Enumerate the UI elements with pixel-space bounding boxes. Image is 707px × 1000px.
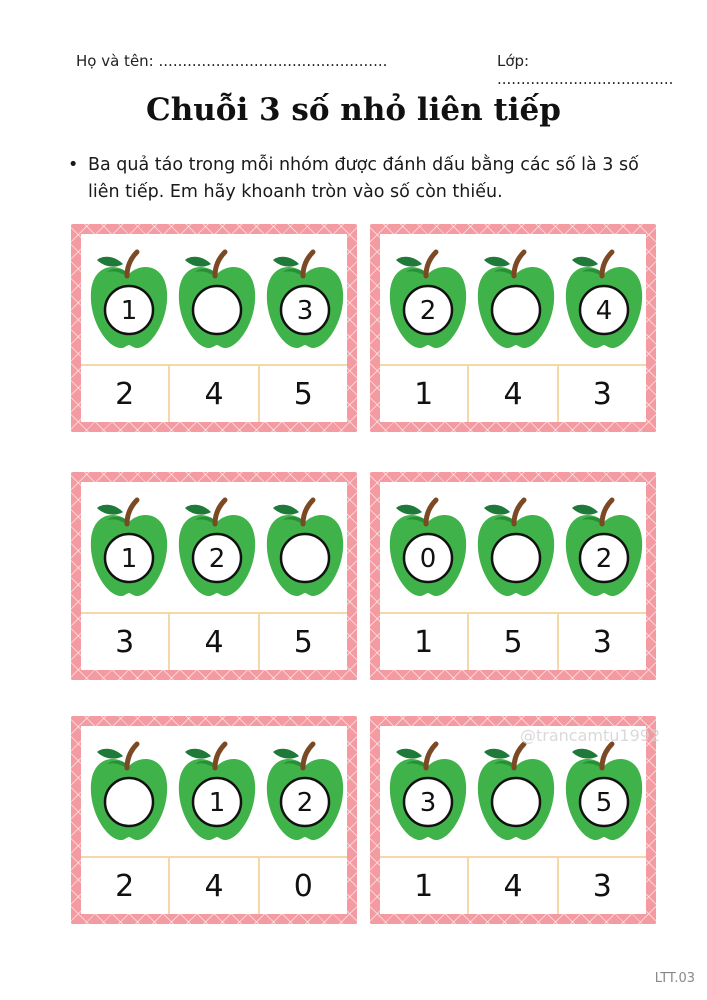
name-label: Họ và tên: — [76, 52, 154, 70]
answer-option[interactable]: 4 — [469, 858, 558, 914]
apple-row — [81, 482, 347, 616]
apple-icon — [87, 248, 171, 354]
exercise-card — [71, 472, 357, 680]
apple-icon — [175, 248, 259, 354]
apple-row — [380, 482, 646, 616]
instructions-text: Ba quả táo trong mỗi nhóm được đánh dấu bằng các số là 3 số liên tiếp. Em hãy khoanh tròn vào số còn thiếu. — [88, 155, 639, 202]
exercise-card — [71, 224, 357, 432]
answer-option[interactable]: 3 — [592, 868, 612, 904]
apple-icon — [474, 248, 558, 354]
name-blank[interactable]: ................................................ — [158, 52, 388, 70]
answer-option[interactable]: 3 — [81, 614, 170, 670]
answer-row — [380, 364, 646, 422]
answer-option[interactable]: 3 — [592, 624, 612, 660]
exercise-card — [370, 716, 656, 924]
apple-icon — [263, 740, 347, 846]
answer-option[interactable]: 4 — [469, 366, 558, 422]
class-label: Lớp: — [497, 52, 530, 70]
apple-number: 2 — [296, 788, 314, 818]
answer-option[interactable]: 4 — [170, 858, 259, 914]
apple-number: 1 — [120, 544, 138, 574]
card-inner — [81, 234, 347, 422]
answer-row — [81, 364, 347, 422]
exercise-card — [370, 472, 656, 680]
apple-icon — [474, 496, 558, 602]
worksheet-title: Chuỗi 3 số nhỏ liên tiếp — [146, 92, 561, 128]
page-code: LTT.03 — [654, 971, 695, 986]
answer-option[interactable]: 1 — [380, 366, 469, 422]
card-inner — [380, 234, 646, 422]
apple-number: 2 — [419, 296, 437, 326]
answer-option[interactable]: 1 — [380, 614, 469, 670]
apple-icon — [562, 248, 646, 354]
class-blank[interactable]: ..................................... — [497, 70, 674, 88]
bullet-icon: • — [68, 155, 79, 175]
class-field — [497, 52, 707, 88]
answer-option[interactable]: 2 — [81, 858, 170, 914]
apple-icon — [263, 248, 347, 354]
apple-number: 2 — [595, 544, 613, 574]
apple-icon — [386, 740, 470, 846]
apple-icon — [87, 740, 171, 846]
card-inner — [380, 482, 646, 670]
apple-icon — [386, 248, 470, 354]
apple-icon — [87, 496, 171, 602]
apple-number: 1 — [120, 296, 138, 326]
answer-option[interactable]: 5 — [293, 624, 313, 660]
apple-number: 4 — [595, 296, 613, 326]
apple-row — [81, 726, 347, 860]
apple-icon — [474, 740, 558, 846]
apple-number: 5 — [595, 788, 613, 818]
apple-icon — [263, 496, 347, 602]
exercise-card — [71, 716, 357, 924]
apple-icon — [175, 496, 259, 602]
answer-option[interactable]: 3 — [592, 376, 612, 412]
exercise-card — [370, 224, 656, 432]
answer-row — [81, 856, 347, 914]
apple-number: 2 — [208, 544, 226, 574]
answer-option[interactable]: 0 — [293, 868, 313, 904]
answer-option[interactable]: 5 — [469, 614, 558, 670]
card-inner — [81, 482, 347, 670]
name-field — [76, 52, 387, 70]
answer-option[interactable]: 4 — [170, 614, 259, 670]
apple-number: 1 — [208, 788, 226, 818]
apple-number: 3 — [419, 788, 437, 818]
apple-row — [81, 234, 347, 368]
answer-row — [380, 612, 646, 670]
answer-option[interactable]: 5 — [293, 376, 313, 412]
answer-option[interactable]: 4 — [170, 366, 259, 422]
apple-row — [380, 234, 646, 368]
card-inner — [380, 726, 646, 914]
apple-number: 3 — [296, 296, 314, 326]
apple-row — [380, 726, 646, 860]
apple-number: 0 — [419, 544, 437, 574]
apple-icon — [562, 496, 646, 602]
apple-icon — [386, 496, 470, 602]
instructions — [68, 152, 668, 206]
apple-icon — [175, 740, 259, 846]
answer-option[interactable]: 2 — [81, 366, 170, 422]
apple-icon — [562, 740, 646, 846]
answer-row — [380, 856, 646, 914]
watermark: @trancamtu1992 — [520, 726, 661, 745]
answer-option[interactable]: 1 — [380, 858, 469, 914]
card-inner — [81, 726, 347, 914]
answer-row — [81, 612, 347, 670]
